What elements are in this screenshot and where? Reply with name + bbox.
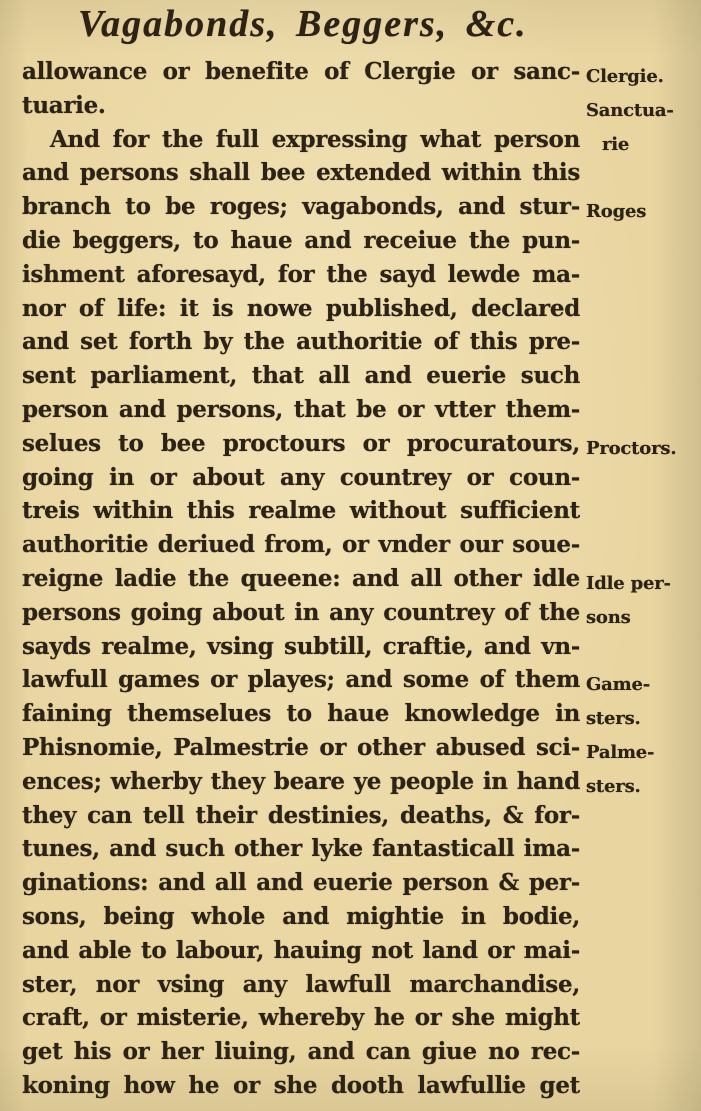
margin-notes: [586, 58, 698, 1108]
text-line: and able to labour, hauing not land or mai-: [22, 936, 580, 964]
text-line: and persons shall bee extended within this: [22, 159, 580, 187]
text-line: tunes, and such other lyke fantasticall ima-: [22, 835, 580, 863]
text-line: nor of life: it is nowe published, declared: [22, 294, 580, 322]
text-line: branch to be roges; vagabonds, and stur-: [22, 193, 580, 221]
margin-note: sters.: [586, 708, 641, 730]
text-line: ster, nor vsing any lawfull marchandise,: [22, 970, 580, 998]
margin-note: rie: [602, 133, 630, 155]
text-line: die beggers, to haue and receiue the pun-: [22, 226, 580, 254]
text-line: get his or her liuing, and can giue no rec-: [22, 1038, 580, 1066]
text-block: [22, 58, 580, 1106]
text-line: treis within this realme without sufficient: [22, 497, 580, 525]
text-line: allowance or benefite of Clergie or sanc-: [22, 58, 580, 85]
margin-note: Proctors.: [586, 437, 677, 459]
margin-note: Palme-: [586, 742, 655, 763]
margin-note: sons: [586, 606, 631, 628]
text-line: selues to bee proctours or procuratours,: [22, 429, 580, 457]
text-line: faining themselues to haue knowledge in: [22, 700, 580, 728]
text-line: Phisnomie, Palmestrie or other abused sci-: [22, 733, 580, 761]
text-line: And for the full expressing what person: [50, 125, 580, 153]
text-line: ginations: and all and euerie person & per-: [22, 869, 580, 897]
margin-note: Clergie.: [586, 66, 664, 87]
page-title: Vagabonds, Beggers, &c.: [78, 3, 528, 45]
margin-note: Roges: [586, 201, 647, 223]
margin-note: sters.: [586, 775, 641, 797]
text-line: lawfull games or playes; and some of them: [22, 666, 580, 694]
text-line: they can tell their destinies, deaths, & for-: [22, 801, 580, 829]
text-line: sons, being whole and mightie in bodie,: [22, 902, 580, 930]
text-line: ishment aforesayd, for the sayd lewde ma-: [22, 260, 580, 288]
text-line: sayds realme, vsing subtill, craftie, and vn-: [22, 632, 580, 660]
text-line: craft, or misterie, whereby he or she might: [22, 1004, 580, 1032]
margin-note: Game-: [586, 674, 651, 696]
text-line: koning how he or she dooth lawfullie get: [22, 1071, 580, 1099]
margin-note: Idle per-: [586, 573, 671, 594]
text-line: authoritie deriued from, or vnder our soue-: [22, 531, 580, 559]
text-line: persons going about in any countrey of the: [22, 598, 580, 626]
margin-note: Sanctua-: [586, 99, 674, 121]
text-line: sent parliament, that all and euerie such: [22, 362, 580, 390]
text-line: and set forth by the authoritie of this pre-: [22, 328, 580, 356]
text-line: person and persons, that be or vtter them-: [22, 395, 580, 423]
text-line: going in or about any countrey or coun-: [22, 463, 580, 491]
text-line: ences; wherby they beare ye people in hand: [22, 767, 580, 795]
text-line: tuarie.: [22, 91, 106, 119]
text-line: reigne ladie the queene: and all other idle: [22, 564, 580, 592]
